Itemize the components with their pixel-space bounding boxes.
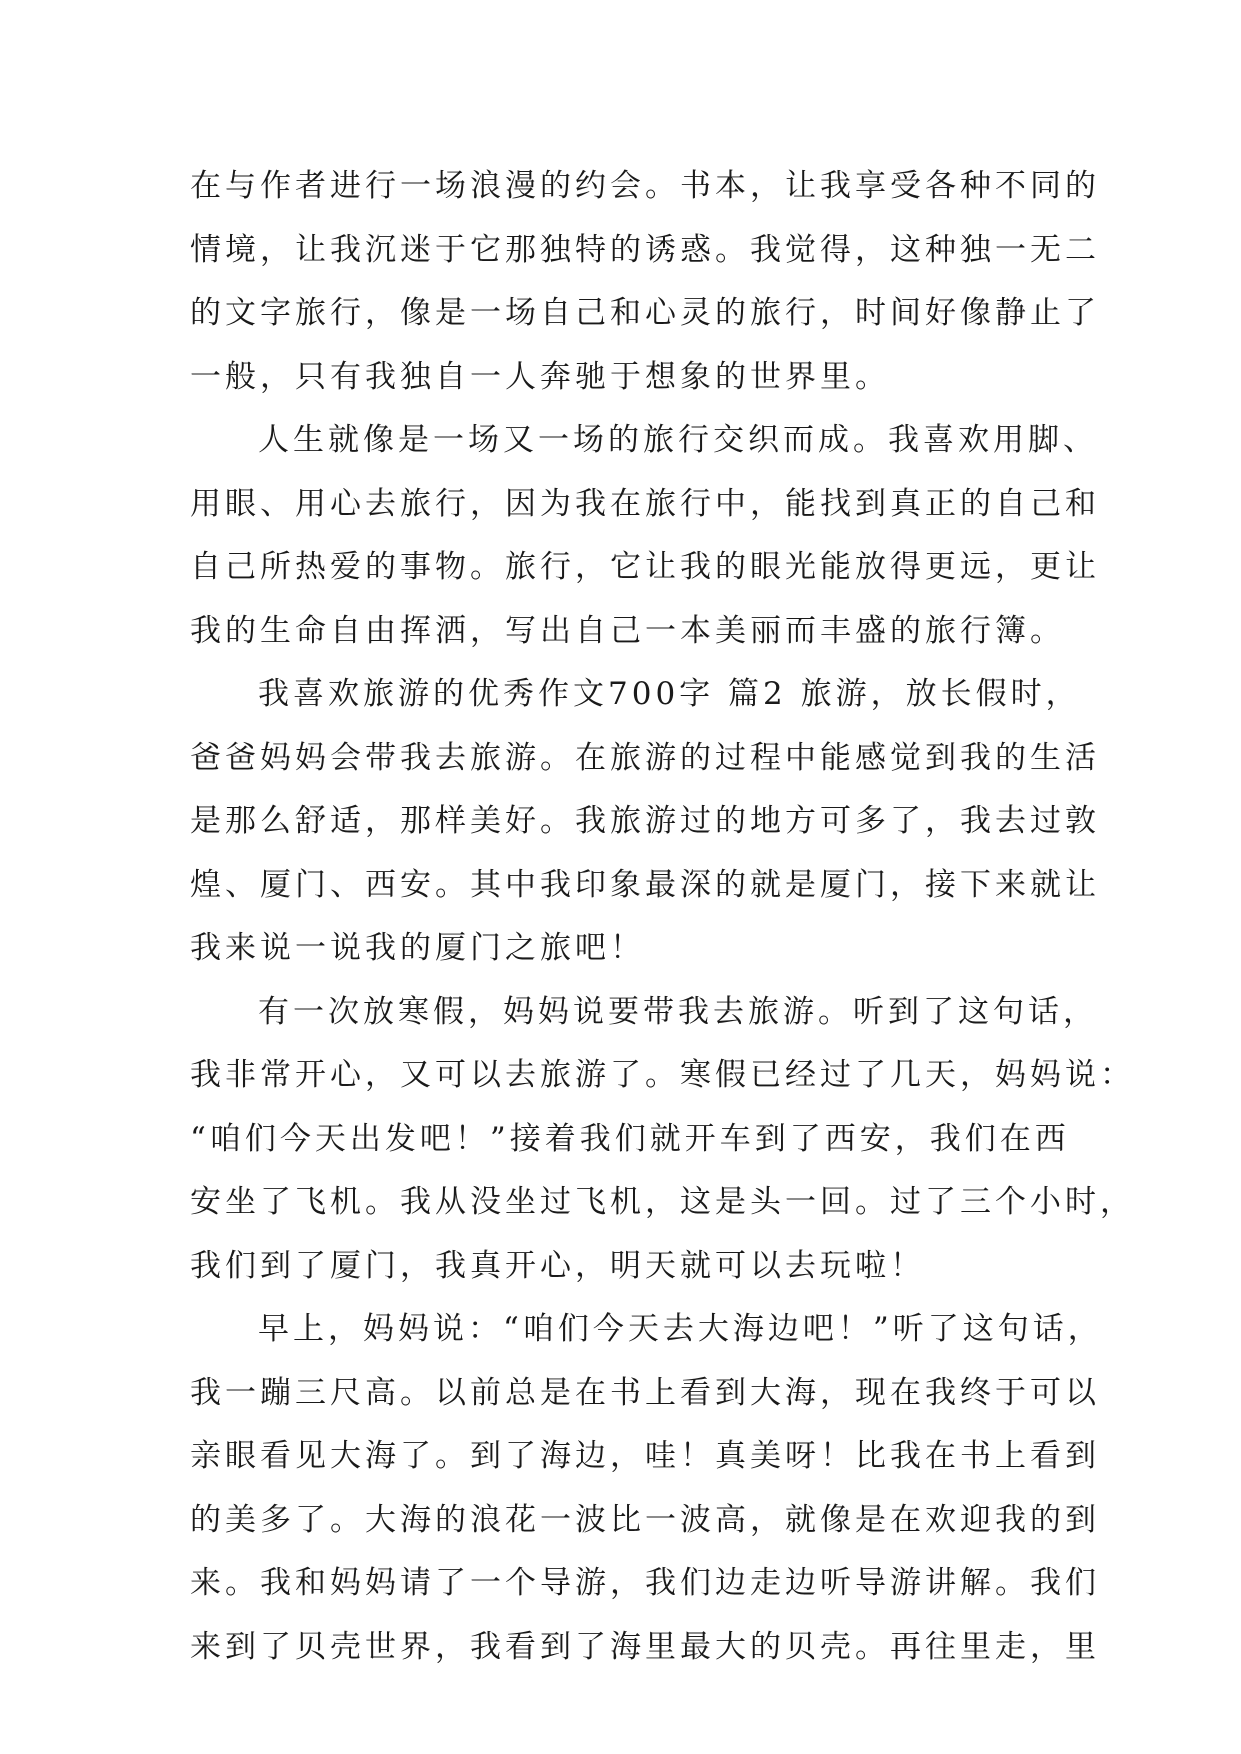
text-line: 的美多了。大海的浪花一波比一波高，就像是在欢迎我的到 <box>190 1501 1100 1538</box>
text-line: 用眼、用心去旅行，因为我在旅行中，能找到真正的自己和 <box>190 485 1100 522</box>
paragraph-start-line: 有一次放寒假，妈妈说要带我去旅游。听到了这句话， <box>258 993 1098 1030</box>
section-heading-line: 我喜欢旅游的优秀作文700字 篇2 旅游，放长假时， <box>258 676 1081 712</box>
text-line: 我的生命自由挥洒，写出自己一本美丽而丰盛的旅行簿。 <box>190 612 1065 649</box>
essay-text <box>190 155 1135 1679</box>
text-line: 我们到了厦门，我真开心，明天就可以去玩啦！ <box>190 1247 925 1284</box>
text-line: 情境，让我沉迷于它那独特的诱惑。我觉得，这种独一无二 <box>190 231 1100 268</box>
text-line: 自己所热爱的事物。旅行，它让我的眼光能放得更远，更让 <box>190 549 1100 585</box>
paragraph-start-line: 早上，妈妈说：“咱们今天去大海边吧！”听了这句话， <box>258 1311 1103 1347</box>
text-line: 是那么舒适，那样美好。我旅游过的地方可多了，我去过敦 <box>190 803 1100 839</box>
text-line: 煌、厦门、西安。其中我印象最深的就是厦门，接下来就让 <box>190 866 1100 903</box>
text-line: 来到了贝壳世界，我看到了海里最大的贝壳。再往里走，里 <box>190 1628 1100 1665</box>
text-line: 亲眼看见大海了。到了海边，哇！真美呀！比我在书上看到 <box>190 1438 1100 1474</box>
text-line: 我来说一说我的厦门之旅吧！ <box>190 930 645 966</box>
text-line: 一般，只有我独自一人奔驰于想象的世界里。 <box>190 358 890 395</box>
paragraph-start-line: 人生就像是一场又一场的旅行交织而成。我喜欢用脚、 <box>258 422 1098 458</box>
text-line: 我非常开心，又可以去旅游了。寒假已经过了几天，妈妈说： <box>190 1057 1135 1093</box>
text-line: 我一蹦三尺高。以前总是在书上看到大海，现在我终于可以 <box>190 1374 1100 1411</box>
text-line: 安坐了飞机。我从没坐过飞机，这是头一回。过了三个小时， <box>190 1184 1135 1220</box>
text-line: 在与作者进行一场浪漫的约会。书本，让我享受各种不同的 <box>190 168 1100 204</box>
text-line: 爸爸妈妈会带我去旅游。在旅游的过程中能感觉到我的生活 <box>190 739 1100 776</box>
text-line: 的文字旅行，像是一场自己和心灵的旅行，时间好像静止了 <box>190 295 1100 331</box>
text-line: “咱们今天出发吧！”接着我们就开车到了西安，我们在西 <box>190 1120 1070 1157</box>
text-line: 来。我和妈妈请了一个导游，我们边走边听导游讲解。我们 <box>190 1565 1100 1601</box>
